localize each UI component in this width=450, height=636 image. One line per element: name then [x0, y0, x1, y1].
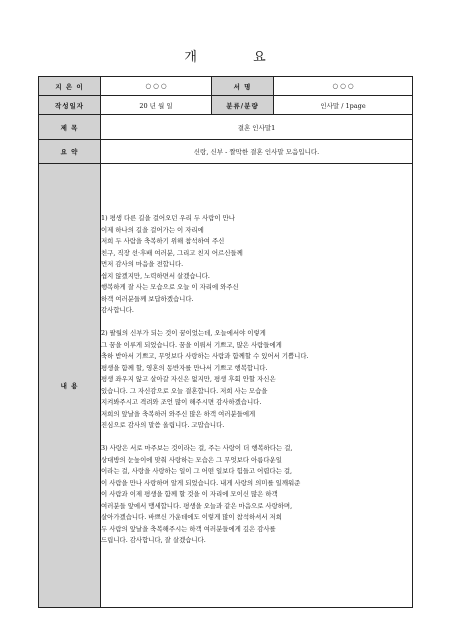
author-value: ○ ○ ○: [101, 77, 212, 96]
text-line: 친구, 직장 선·후배 여러분, 그리고 친지 어르신들께: [101, 248, 243, 257]
overview-form: [38, 76, 413, 608]
signature-value: ○ ○ ○: [274, 77, 413, 96]
text-line: 감사합니다.: [101, 306, 134, 314]
text-line: 드립니다. 감사합니다, 잘 살겠습니다.: [101, 536, 206, 544]
summary-label: 요 약: [39, 140, 101, 164]
paragraph-1: [101, 213, 412, 317]
paragraph-3: [101, 443, 412, 547]
text-line: 평생 좌우지 않고 살아갈 자신은 없지만, 평생 후회 안할 자신은: [101, 375, 276, 383]
text-line: 쉽지 않겠지만, 노력하면서 살겠습니다.: [101, 271, 210, 280]
text-line: 여러분들 앞에서 맹세합니다. 평생을 오늘과 같은 마음으로 사랑하며,: [101, 501, 293, 510]
text-line: 3) 사랑은 서로 마주보는 것이라는 걸, 주는 사랑이 더 행복하다는 걸,: [101, 444, 293, 452]
date-label: 작성일자: [39, 96, 101, 115]
text-line: 평생을 함께 할, 영혼의 동반자를 만나서 기쁘고 행복합니다.: [101, 363, 268, 372]
subject-label: 제 목: [39, 115, 101, 140]
text-line: 이 사람을 만나 사랑하며 알게 되었습니다. 내게 사랑의 의미를 일깨워준: [101, 478, 301, 487]
text-line: 2) 팔월의 신부가 되는 것이 꿈이었는데, 오늘에서야 이렇게: [101, 329, 266, 337]
text-line: 그 꿈을 이루게 되었습니다. 꿈을 이뤄서 기쁘고, 많은 사람들에게: [101, 340, 282, 349]
text-line: 이라는 걸, 사랑을 사랑하는 일이 그 어떤 일보다 힘들고 어렵다는 걸,: [101, 467, 293, 475]
text-line: 하객 여러분들께 보답하겠습니다.: [101, 294, 194, 303]
summary-value: 신랑, 신부 - 짤막한 결혼 인사말 모음입니다.: [101, 140, 413, 164]
text-line: 이 사람과 이제 평생을 함께 할 것을 이 자리에 모이신 많은 하객: [101, 490, 278, 498]
page-title: 개 요: [184, 50, 292, 65]
paragraph-2: [101, 328, 412, 432]
text-line: 있습니다. 그 자신감으로 오늘 결혼합니다. 저희 사는 모습을: [101, 386, 268, 395]
text-line: 1) 평생 다른 길을 걸어오던 우리 두 사람이 만나: [101, 214, 235, 222]
text-line: 이제 하나의 길을 걸어가는 이 자리에: [101, 225, 204, 234]
date-value: 20 년 월 일: [101, 96, 212, 115]
text-line: 두 사람의 앞날을 축복해주시는 하객 여러분들에게 깊은 감사를: [101, 524, 276, 533]
text-line: 살아가겠습니다. 바쁘신 가운데에도 이렇게 많이 참석하셔서 저희: [101, 513, 282, 521]
text-line: 지켜봐주시고 격려와 조언 많이 해주시면 감사하겠습니다.: [101, 398, 262, 406]
text-line: 축하 받아서 기쁘고, 무엇보다 사랑하는 사람과 함께할 수 있어서 기쁩니다.: [101, 352, 309, 360]
text-line: 저희의 앞날을 축복하러 와주신 많은 하객 여러분들에게: [101, 409, 256, 418]
category-label: 분류/분량: [212, 96, 274, 115]
text-line: 먼저 감사의 마음을 전합니다.: [101, 260, 184, 268]
text-line: 진심으로 감사의 말씀 올립니다. 고맙습니다.: [101, 421, 225, 429]
text-line: 저희 두 사람을 축복하기 위해 참석하여 주신: [101, 237, 225, 245]
author-label: 지 은 이: [39, 77, 101, 96]
content-label: 내 용: [39, 164, 101, 608]
subject-value: 결혼 인사말1: [101, 115, 413, 140]
content-body: [101, 164, 413, 608]
signature-label: 서 명: [212, 77, 274, 96]
text-line: 상대방의 눈높이에 맞춰 사랑하는 모습은 그 무엇보다 아름다운일: [101, 455, 282, 464]
text-line: 행복하게 잘 사는 모습으로 오늘 이 자리에 와주신: [101, 283, 239, 291]
category-value: 인사말 / 1page: [274, 96, 413, 115]
